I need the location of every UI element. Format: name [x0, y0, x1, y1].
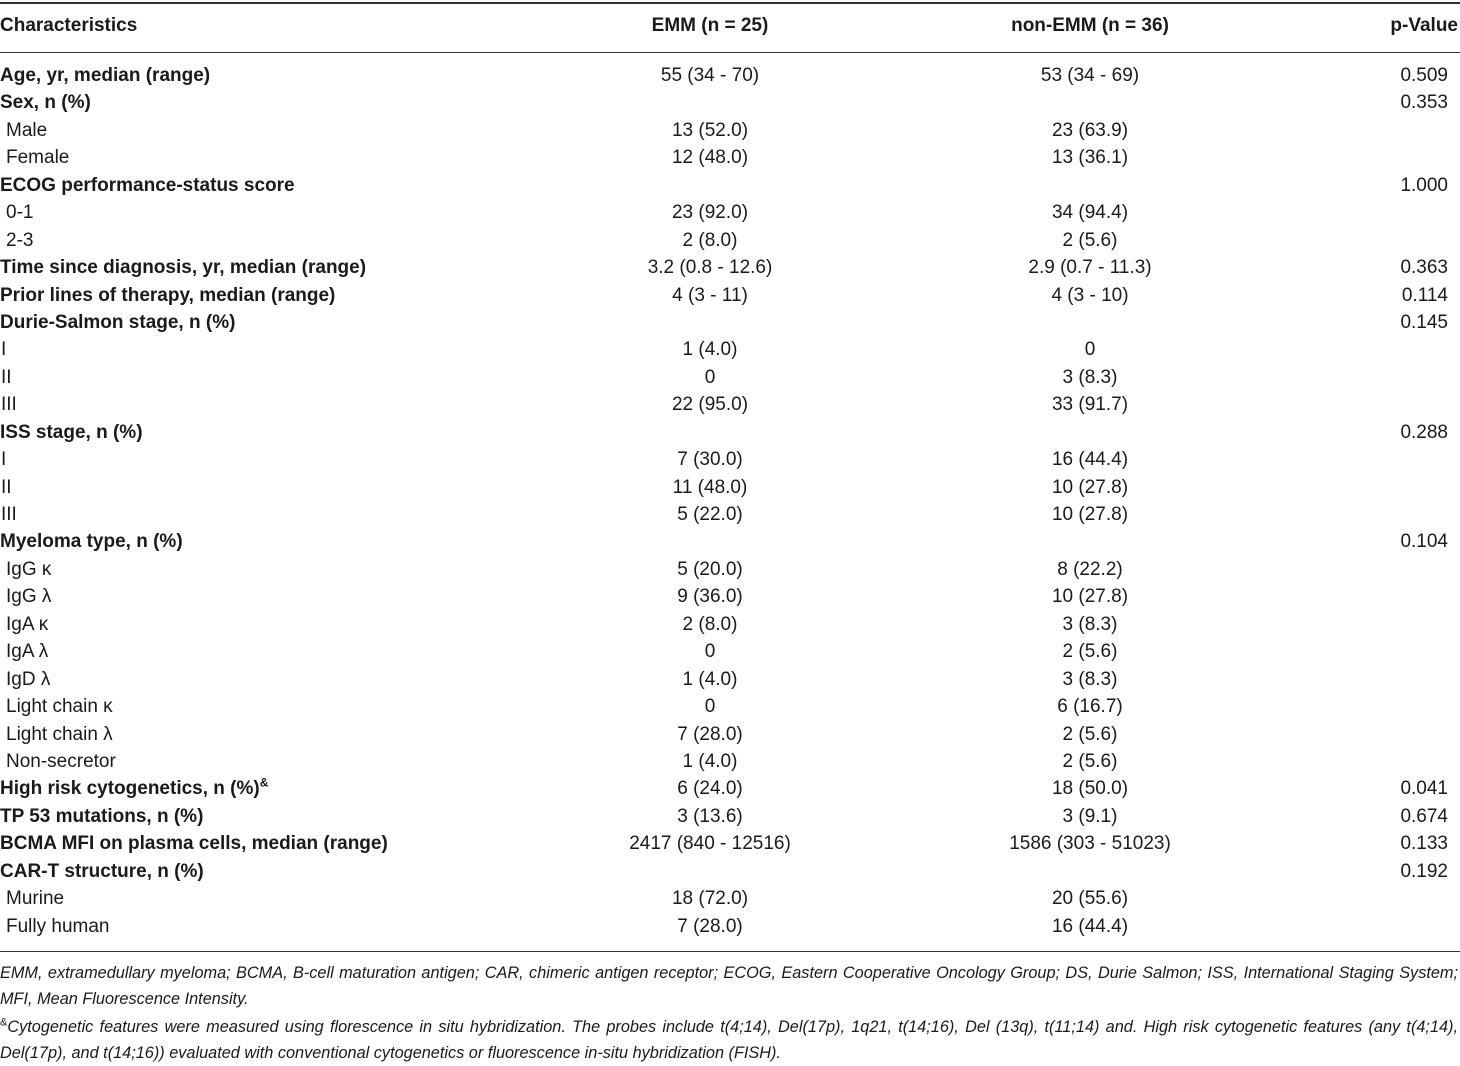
row-label: [0, 62, 210, 89]
emm-cell: 23 (92.0): [671, 202, 749, 224]
row-label-text: Light chain κ: [6, 696, 113, 718]
non-emm-cell: 3 (8.3): [1062, 613, 1118, 635]
row-label: [0, 858, 204, 885]
row-label-text: Durie-Salmon stage, n (%): [0, 311, 236, 333]
non-emm-cell: 16 (44.4): [1051, 915, 1129, 937]
emm-cell: 13 (52.0): [671, 119, 749, 141]
row-label: [0, 803, 203, 830]
row-label: [0, 528, 183, 555]
row-label: [6, 227, 33, 254]
table-row: [0, 474, 1460, 501]
non-emm-cell: 2.9 (0.7 - 11.3): [1028, 257, 1152, 279]
footnote-marker: &: [0, 1016, 8, 1029]
table-row: [0, 336, 1460, 363]
bottom-rule: [0, 951, 1460, 952]
row-label: [0, 254, 366, 281]
p-value-cell: 0.192: [1400, 860, 1448, 882]
p-value-cell: 0.288: [1400, 421, 1448, 443]
p-value-cell: 0.145: [1400, 311, 1448, 333]
row-label-text: III: [1, 394, 17, 416]
emm-cell: 2 (8.0): [682, 229, 738, 251]
row-label-text: 0-1: [6, 202, 34, 224]
non-emm-cell: 23 (63.9): [1051, 119, 1129, 141]
header-p-value: p-Value: [1390, 15, 1458, 36]
non-emm-cell: 18 (50.0): [1051, 778, 1129, 800]
row-label: [0, 830, 388, 857]
cytogenetics-note-text: Cytogenetic features were measured using florescence in situ hybridization. The probes include t(4;14), Del(17p), 1q21, t(14;16), Del (13q), t(11;14) and. High risk cytogenetic features (any t(4;14), Del(17p), and t(14;16)) evaluated with conventional cytogenetics or fluorescence in-situ hybridization (FISH).: [0, 1018, 1458, 1062]
emm-cell: 55 (34 - 70): [660, 65, 760, 86]
row-label-text: IgA λ: [6, 641, 49, 663]
non-emm-cell: 34 (94.4): [1051, 202, 1129, 224]
table-row: [0, 282, 1460, 309]
non-emm-cell: 33 (91.7): [1051, 394, 1129, 416]
emm-cell: 11 (48.0): [672, 476, 748, 498]
non-emm-cell: 3 (8.3): [1062, 366, 1118, 388]
non-emm-cell: 2 (5.6): [1062, 750, 1118, 772]
emm-cell: 0: [704, 366, 716, 388]
top-rule: [0, 2, 1460, 4]
table-body: [0, 62, 1460, 940]
p-value-cell: 0.041: [1400, 778, 1448, 800]
table-row: [0, 666, 1460, 693]
row-label: [0, 419, 143, 446]
table-row: [0, 501, 1460, 528]
table-row: [0, 583, 1460, 610]
p-value-cell: 0.363: [1400, 257, 1448, 279]
row-label-text: I: [1, 339, 7, 361]
footnotes: [0, 960, 1458, 1066]
row-label: [6, 583, 51, 610]
row-label-text: III: [1, 504, 17, 525]
row-label: [6, 117, 47, 144]
table-row: [0, 885, 1460, 912]
header-characteristics: Characteristics: [0, 15, 138, 36]
abbreviations-note: EMM, extramedullary myeloma; BCMA, B-cell maturation antigen; CAR, chimeric antigen receptor; ECOG, Eastern Cooperative Oncology Group; DS, Durie Salmon; ISS, International Staging System; MFI, Mean Fluorescence Intensity.: [0, 964, 1458, 1008]
emm-cell: 2 (8.0): [682, 613, 738, 635]
p-value-cell: 0.353: [1400, 92, 1448, 114]
table-row: [0, 830, 1460, 857]
row-label: [0, 172, 295, 199]
row-label-text: IgG κ: [6, 558, 52, 580]
emm-cell: 1 (4.0): [682, 750, 738, 772]
table-row: [0, 62, 1460, 89]
non-emm-cell: 2 (5.6): [1062, 641, 1118, 663]
non-emm-cell: 10 (27.8): [1051, 504, 1129, 525]
row-label-text: IgD λ: [6, 668, 51, 690]
non-emm-cell: 0: [1084, 339, 1096, 361]
emm-cell: 22 (95.0): [671, 394, 749, 416]
row-label: [0, 309, 235, 336]
row-label-text: Light chain λ: [6, 723, 113, 745]
header-non-emm: non-EMM (n = 36): [1011, 15, 1169, 36]
non-emm-cell: 3 (8.3): [1062, 668, 1118, 690]
table-row: [0, 391, 1460, 418]
row-label-text: Prior lines of therapy, median (range): [0, 284, 336, 306]
row-label-text: Sex, n (%): [0, 92, 91, 114]
row-label: [6, 748, 116, 775]
row-label: [6, 721, 113, 748]
table-row: [0, 227, 1460, 254]
row-label-text: Time since diagnosis, yr, median (range): [0, 257, 367, 279]
table-row: [0, 172, 1460, 199]
table-row: [0, 364, 1460, 391]
row-label-text: IgA κ: [6, 613, 49, 635]
row-label-text: I: [1, 449, 7, 471]
header-emm: EMM (n = 25): [651, 15, 769, 36]
row-label: [6, 885, 64, 912]
non-emm-cell: 2 (5.6): [1062, 229, 1118, 251]
emm-cell: 3 (13.6): [677, 805, 743, 827]
row-label-text: 2-3: [6, 229, 34, 251]
table-row: [0, 693, 1460, 720]
row-label: [0, 775, 268, 802]
row-label: [1, 336, 6, 363]
emm-cell: 5 (22.0): [677, 504, 743, 525]
row-label: [1, 364, 12, 391]
emm-cell: 12 (48.0): [671, 147, 749, 169]
emm-cell: 7 (30.0): [677, 449, 743, 471]
emm-cell: 7 (28.0): [677, 723, 743, 745]
row-label-text: Myeloma type, n (%): [0, 531, 183, 553]
row-label-text: Murine: [6, 888, 65, 910]
row-label-text: Female: [6, 147, 70, 169]
row-label-text: Fully human: [6, 915, 110, 937]
non-emm-cell: 4 (3 - 10): [1051, 284, 1129, 306]
row-label-text: II: [1, 476, 12, 498]
p-value-cell: 0.114: [1401, 284, 1448, 306]
table-row: [0, 913, 1460, 940]
non-emm-cell: 10 (27.8): [1051, 586, 1129, 608]
row-label-text: Male: [6, 119, 48, 141]
row-label: [6, 199, 33, 226]
non-emm-cell: 53 (34 - 69): [1040, 65, 1140, 86]
p-value-cell: 0.674: [1400, 805, 1448, 827]
p-value-cell: 0.509: [1400, 65, 1448, 86]
emm-cell: 5 (20.0): [677, 558, 743, 580]
table-row: [0, 721, 1460, 748]
row-label-superscript: &: [259, 776, 269, 791]
row-label: [6, 611, 48, 638]
row-label: [1, 474, 12, 501]
table-row: [0, 254, 1460, 281]
table-row: [0, 611, 1460, 638]
table-row: [0, 638, 1460, 665]
emm-cell: 1 (4.0): [682, 339, 738, 361]
row-label: [6, 666, 50, 693]
emm-cell: 1 (4.0): [682, 668, 738, 690]
row-label: [6, 913, 110, 940]
row-label: [0, 282, 335, 309]
emm-cell: 7 (28.0): [677, 915, 743, 937]
table-row: [0, 748, 1460, 775]
header-rule: [0, 52, 1460, 53]
emm-cell: 4 (3 - 11): [672, 284, 748, 306]
row-label: [0, 89, 91, 116]
p-value-cell: 1.000: [1400, 174, 1448, 196]
row-label: [1, 391, 17, 418]
row-label: [1, 501, 17, 528]
row-label-text: IgG λ: [6, 586, 52, 608]
row-label-text: ISS stage, n (%): [0, 421, 143, 443]
table-row: [0, 144, 1460, 171]
table-row: [0, 858, 1460, 885]
non-emm-cell: 6 (16.7): [1057, 696, 1123, 718]
row-label: [6, 638, 48, 665]
row-label-text: ECOG performance-status score: [0, 174, 295, 196]
row-label-text: CAR-T structure, n (%): [0, 860, 204, 882]
row-label: [1, 446, 6, 473]
table-row: [0, 775, 1460, 802]
row-label-text: High risk cytogenetics, n (%): [0, 778, 260, 800]
non-emm-cell: 13 (36.1): [1051, 147, 1129, 169]
cytogenetics-note: [0, 1014, 1458, 1066]
row-label-text: Non-secretor: [6, 750, 116, 772]
row-label: [6, 144, 69, 171]
row-label-text: BCMA MFI on plasma cells, median (range): [0, 833, 388, 855]
non-emm-cell: 1586 (303 - 51023): [1009, 833, 1171, 855]
emm-cell: 9 (36.0): [677, 586, 743, 608]
emm-cell: 2417 (840 - 12516): [629, 833, 791, 855]
row-label-text: II: [1, 366, 12, 388]
emm-cell: 0: [704, 696, 716, 718]
non-emm-cell: 20 (55.6): [1051, 888, 1129, 910]
non-emm-cell: 2 (5.6): [1062, 723, 1118, 745]
non-emm-cell: 3 (9.1): [1062, 805, 1118, 827]
table-row: [0, 556, 1460, 583]
p-value-cell: 0.133: [1400, 833, 1448, 855]
table-row: [0, 117, 1460, 144]
table-row: [0, 528, 1460, 555]
p-value-cell: 0.104: [1400, 531, 1448, 553]
row-label-text: TP 53 mutations, n (%): [0, 805, 204, 827]
emm-cell: 18 (72.0): [671, 888, 749, 910]
non-emm-cell: 16 (44.4): [1051, 449, 1129, 471]
emm-cell: 0: [704, 641, 716, 663]
emm-cell: 6 (24.0): [677, 778, 743, 800]
emm-cell: 3.2 (0.8 - 12.6): [647, 257, 773, 279]
table-row: [0, 89, 1460, 116]
non-emm-cell: 10 (27.8): [1051, 476, 1129, 498]
non-emm-cell: 8 (22.2): [1057, 558, 1123, 580]
row-label-text: Age, yr, median (range): [0, 65, 211, 86]
table-row: [0, 199, 1460, 226]
table-row: [0, 309, 1460, 336]
table-row: [0, 419, 1460, 446]
row-label: [6, 556, 51, 583]
table-row: [0, 446, 1460, 473]
table-row: [0, 803, 1460, 830]
row-label: [6, 693, 113, 720]
